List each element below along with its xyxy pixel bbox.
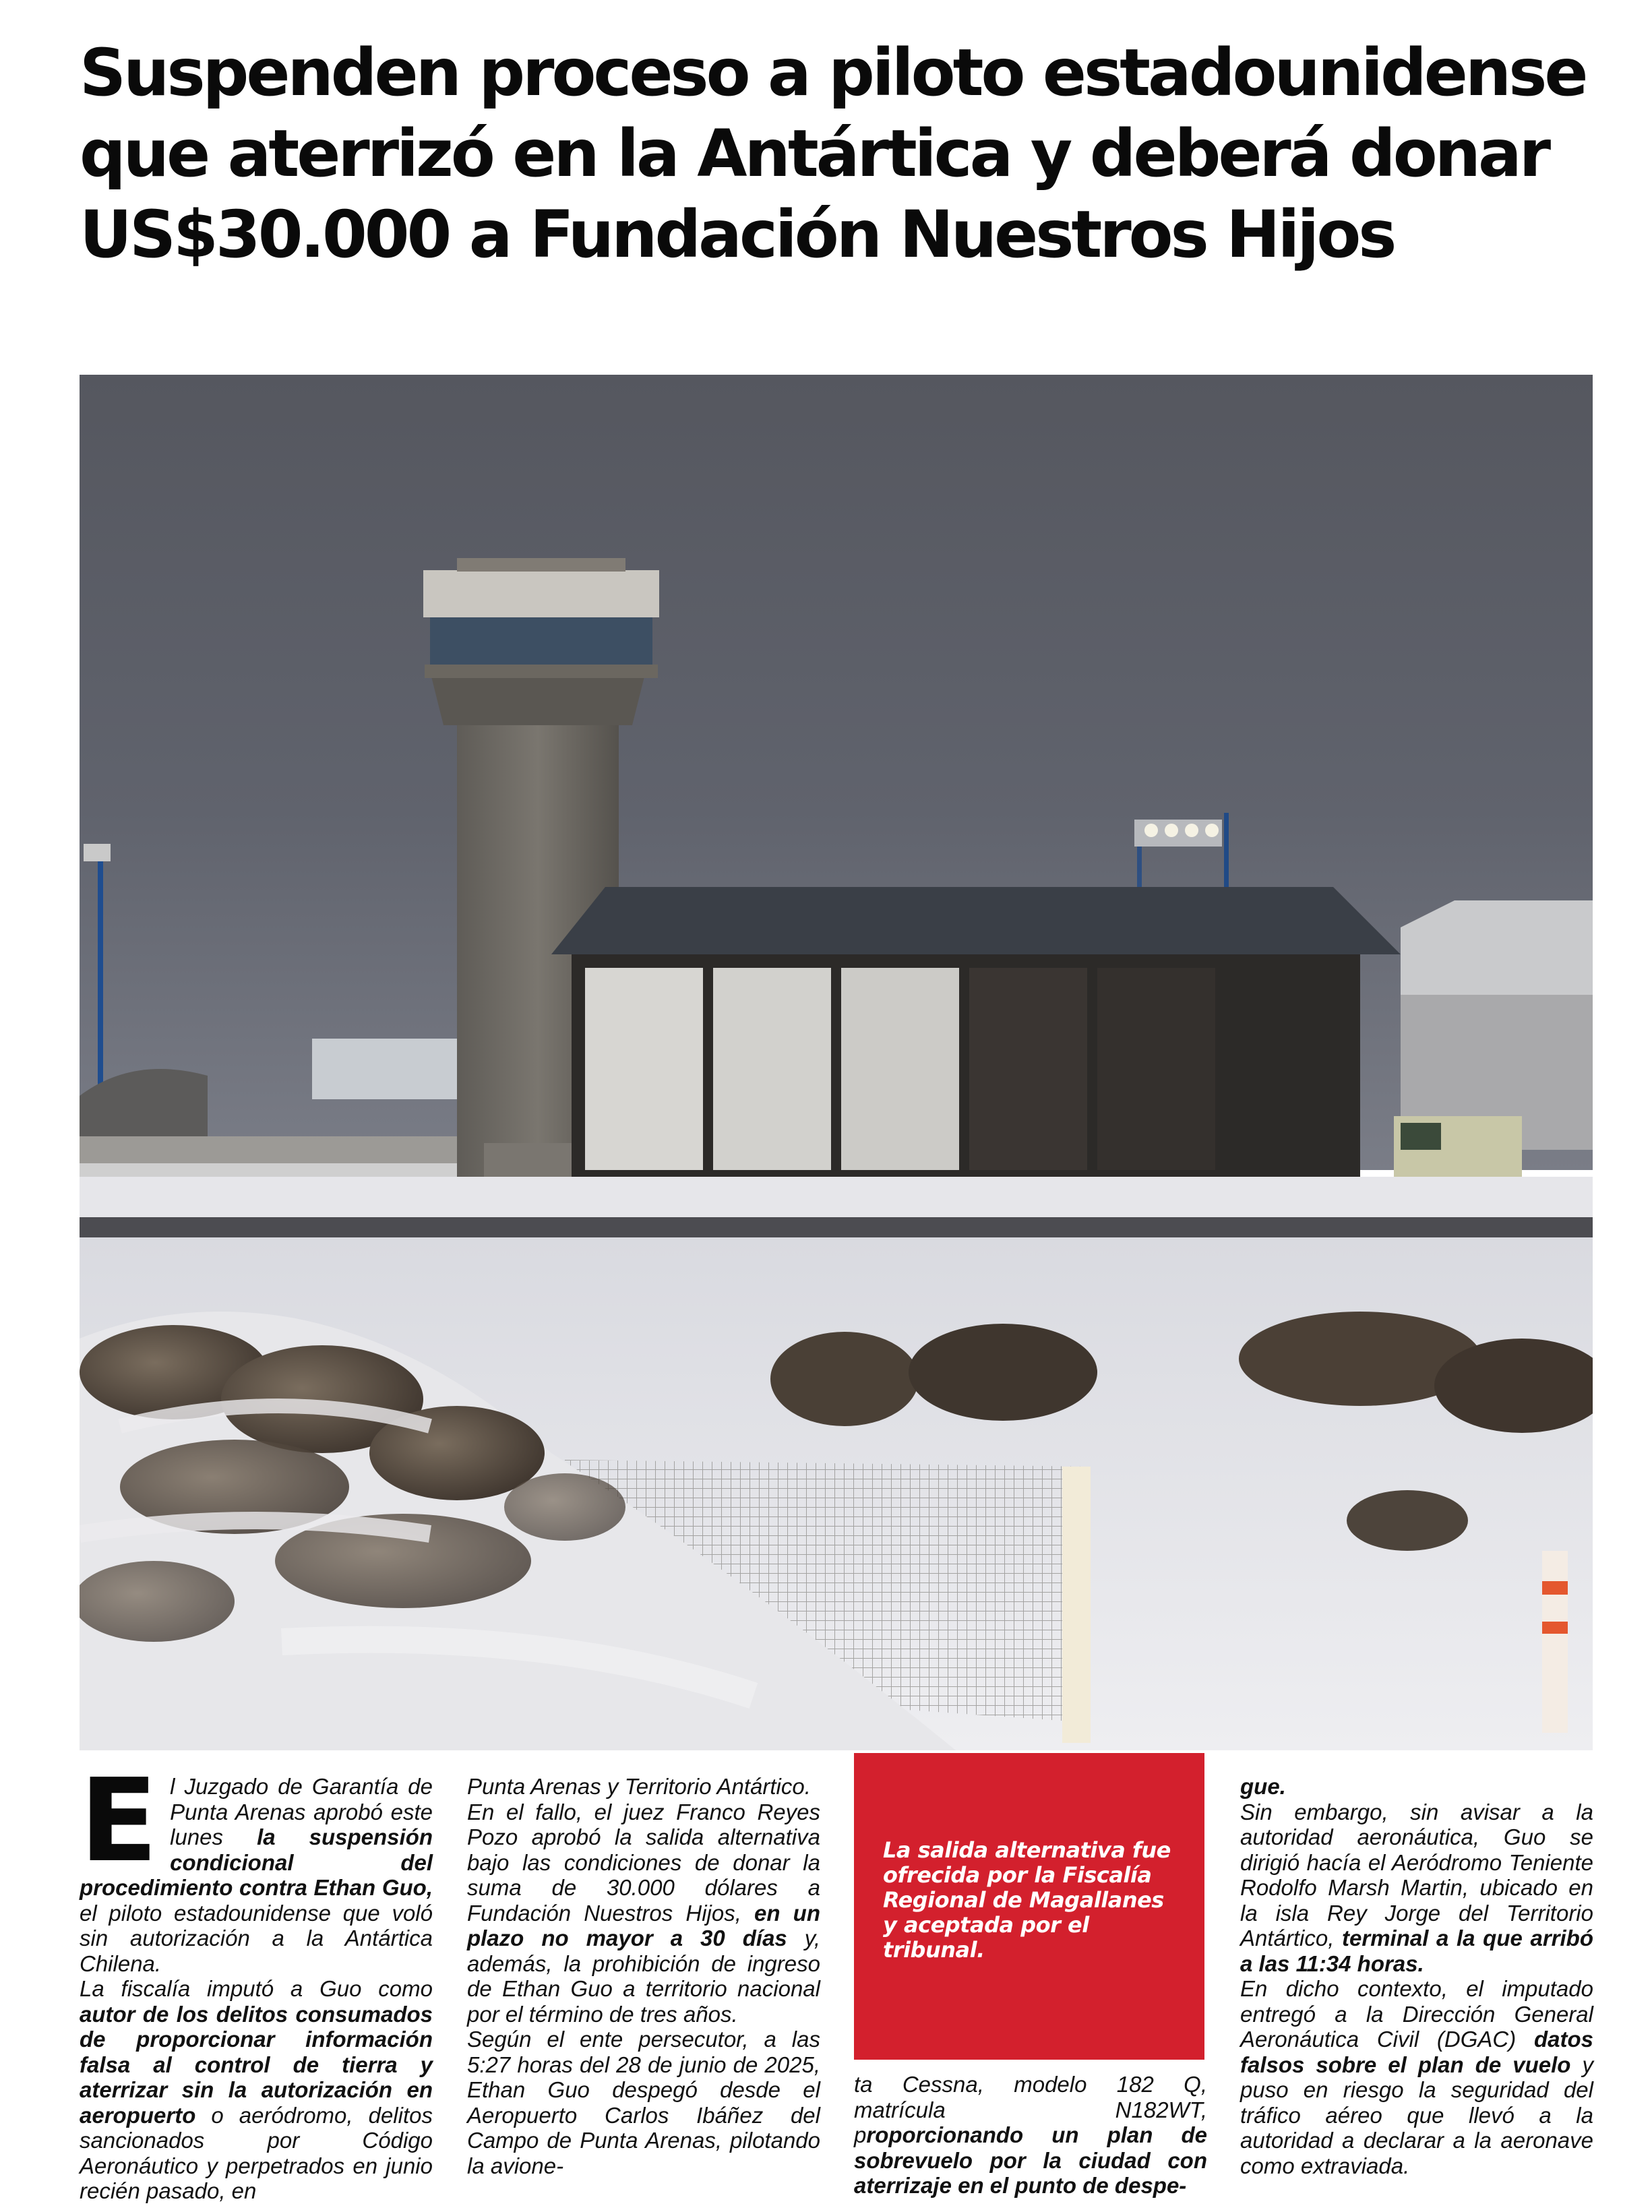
control-tower-photo <box>80 375 1593 1750</box>
paragraph: l Juzgado de Garantía de Punta Arenas aprobó este lunes la suspensión condicional del procedimiento contra Ethan Guo, el piloto estadounidense que voló sin autorización a la Antártica Chilena. <box>80 1774 433 1976</box>
paragraph: ta Cessna, modelo 182 Q, matrícula N182WT, proporcionando un plan de sobrevuelo por la ciudad con aterrizaje en el punto de despe- <box>854 2072 1207 2198</box>
article-column-1 <box>80 1754 433 2204</box>
article-column-4 <box>1240 1774 1593 2178</box>
paragraph: Según el ente persecutor, a las 5:27 horas del 28 de junio de 2025, Ethan Guo despegó desde el Aeropuerto Carlos Ibáñez del Campo de Punta Arenas, pilotando la avione- <box>467 2027 820 2178</box>
drop-cap: E <box>80 1754 158 1888</box>
article-photo <box>80 375 1593 1750</box>
paragraph: gue. <box>1240 1774 1286 1799</box>
paragraph: En dicho contexto, el imputado entregó a la Dirección General Aeronáutica Civil (DGAC) datos falsos sobre el plan de vuelo y puso en riesgo la seguridad del tráfico aéreo que llevó a la autoridad a declarar a la aeronave como extraviada. <box>1240 1976 1594 2178</box>
paragraph: Punta Arenas y Territorio Antártico. <box>467 1774 811 1799</box>
article-column-3 <box>854 2072 1207 2199</box>
headline: Suspenden proceso a piloto estadounidense que aterrizó en la Antártica y deberá donar US$30.000 a Fundación Nuestros Hijos <box>80 35 1586 272</box>
paragraph: Sin embargo, sin avisar a la autoridad aeronáutica, Guo se dirigió hacía el Aeródromo Teniente Rodolfo Marsh Martin, ubicado en la isla Rey Jorge del Territorio Antártico, terminal a la que arribó a las 11:34 horas. <box>1240 1799 1593 1976</box>
article-column-2 <box>467 1774 820 2178</box>
paragraph: La fiscalía imputó a Guo como autor de los delitos consumados de proporcionar información falsa al control de tierra y aterrizar sin la autorización en aeropuerto o aeródromo, delitos sancionados por Código Aeronáutico y perpetrados en junio recién pasado, en <box>80 1976 433 2203</box>
pull-quote-text: La salida alternativa fue ofrecida por la Fiscalía Regional de Magallanes y aceptada por el tribunal. <box>883 1837 1171 1963</box>
pull-quote-box <box>854 1753 1204 2060</box>
paragraph: En el fallo, el juez Franco Reyes Pozo aprobó la salida alternativa bajo las condiciones de donar la suma de 30.000 dólares a Fundación Nuestros Hijos, en un plazo no mayor a 30 días y, además, la prohibición de ingreso de Ethan Guo a territorio nacional por el término de tres años. <box>467 1799 820 2027</box>
